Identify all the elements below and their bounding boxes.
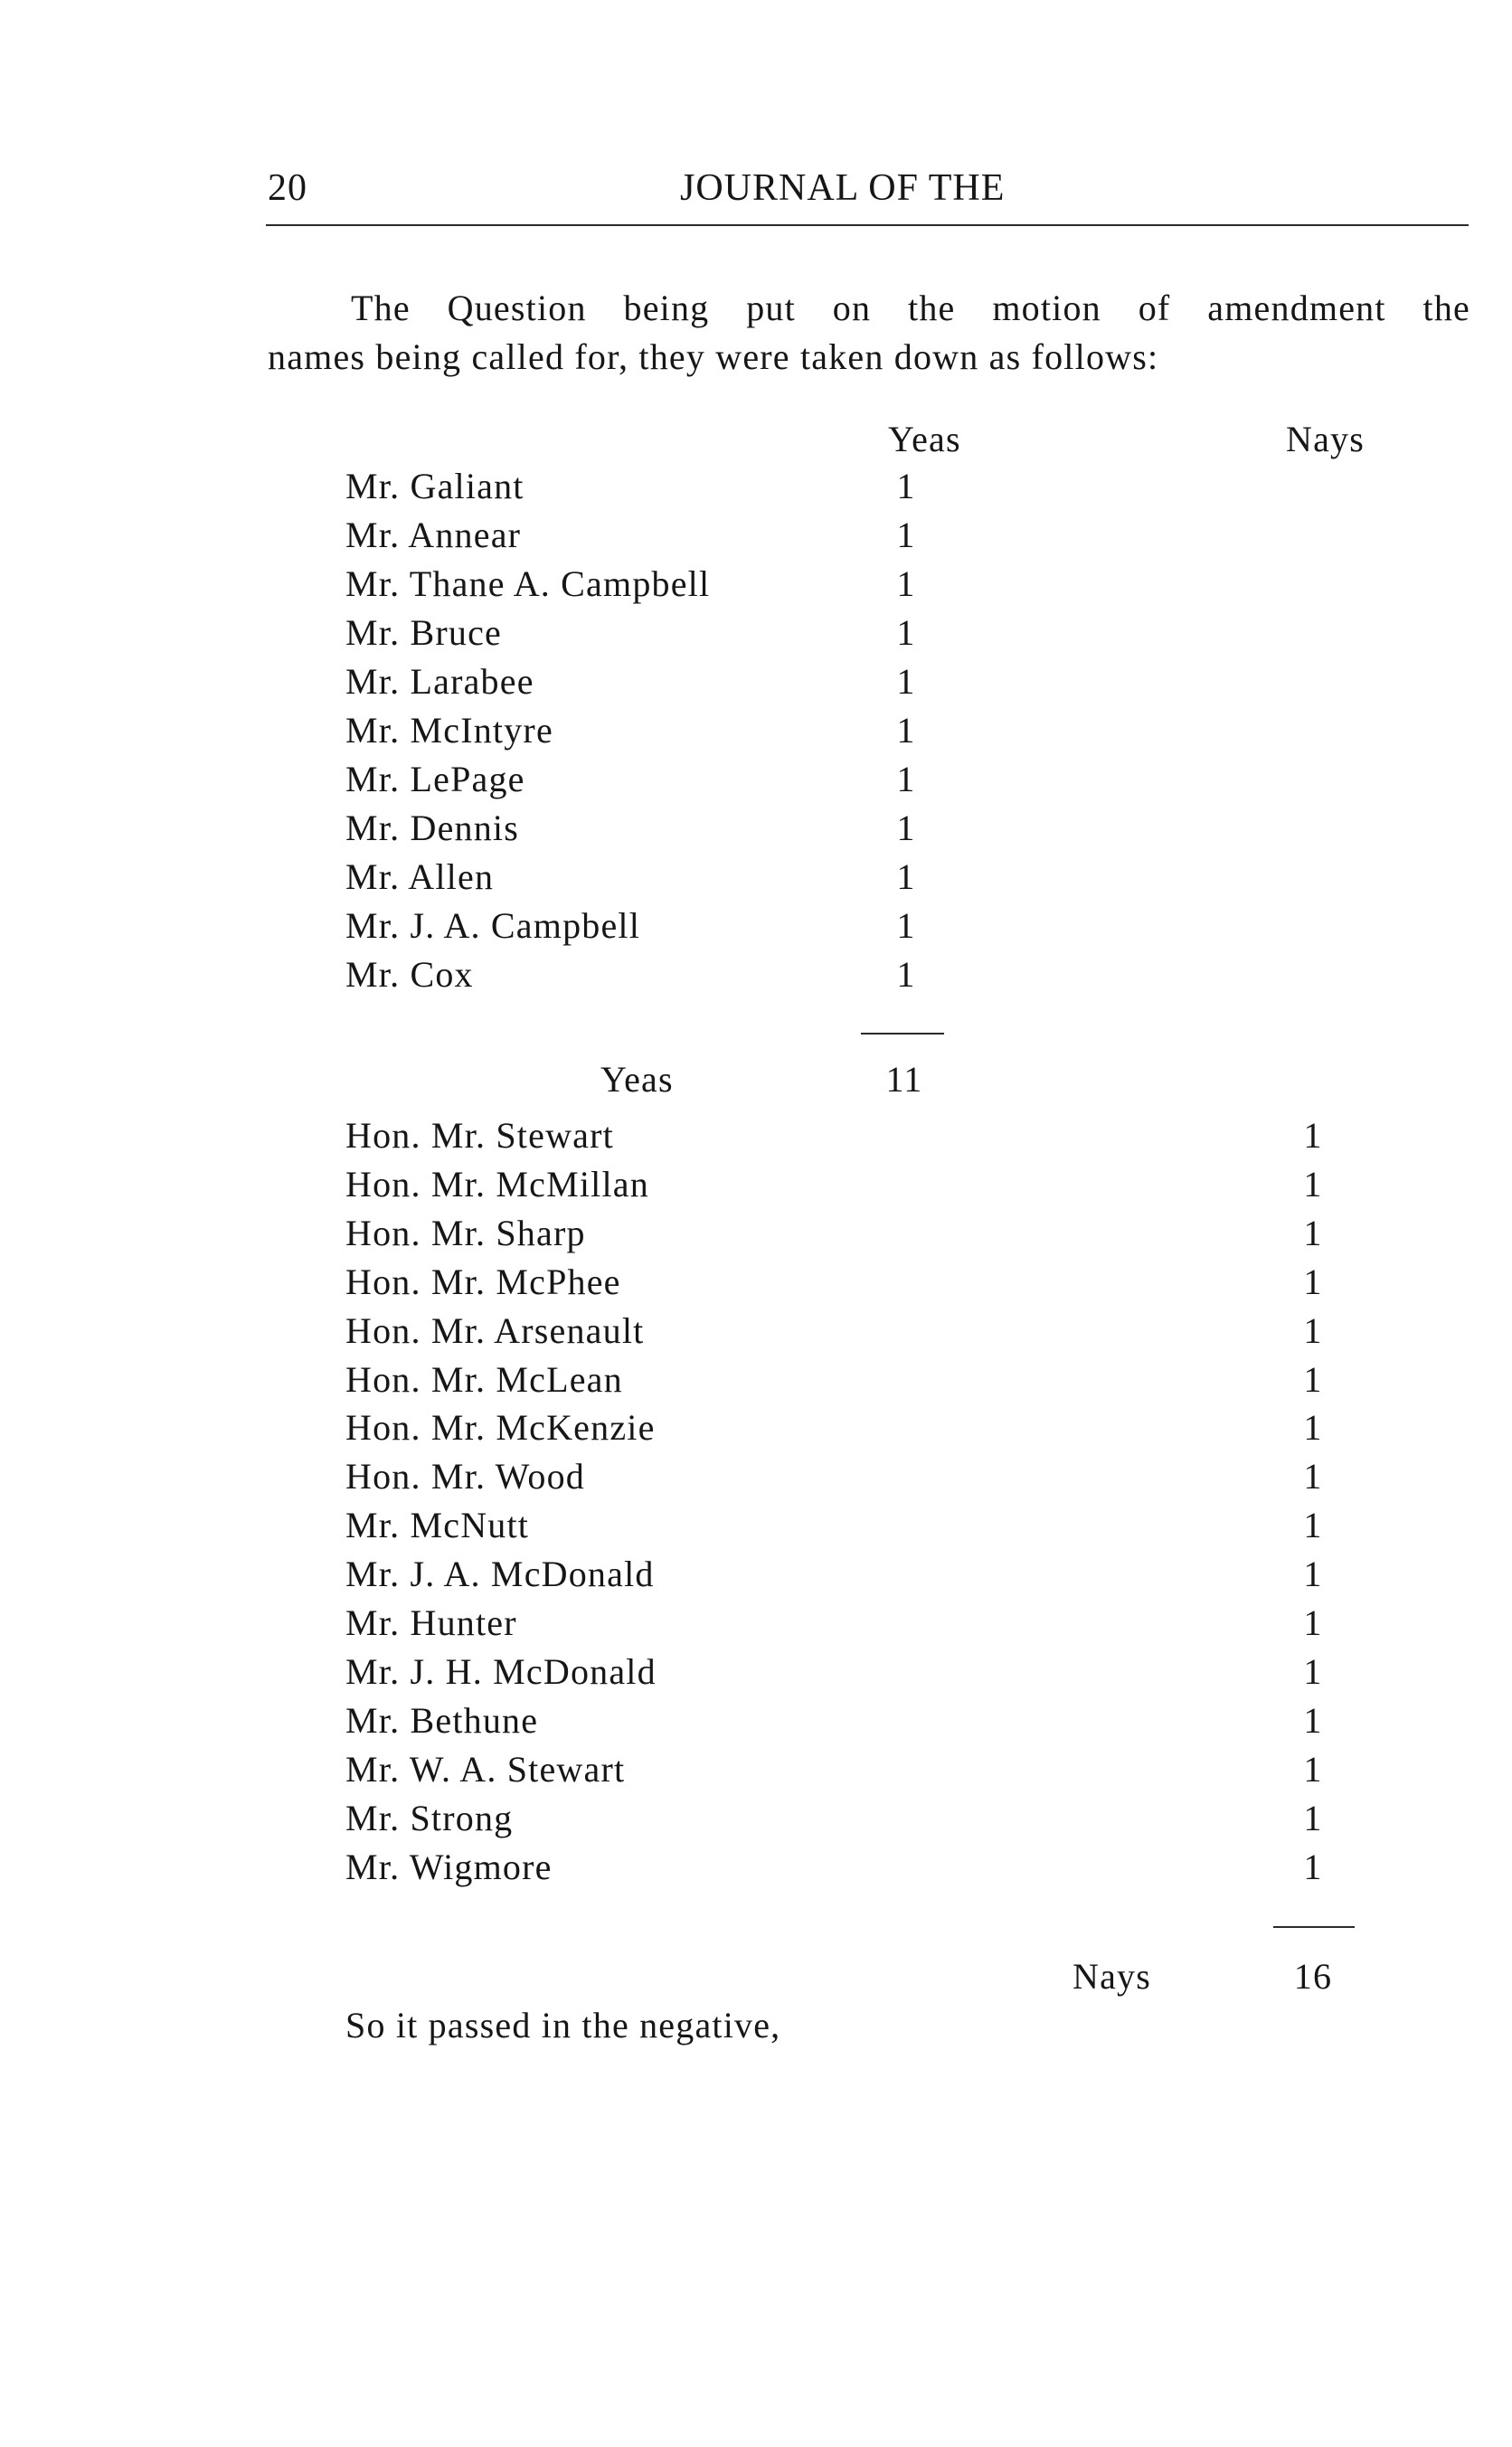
vote-count: 1: [1303, 1505, 1323, 1546]
vote-count: 1: [1303, 1212, 1323, 1253]
vote-count: 1: [896, 661, 916, 702]
vote-count: 1: [1303, 1309, 1323, 1351]
vote-count: 1: [1303, 1602, 1323, 1643]
member-name: Mr. McNutt: [345, 1505, 530, 1546]
member-name: Mr. J. A. McDonald: [345, 1554, 655, 1595]
nays-column-heading: Nays: [1286, 419, 1366, 459]
vote-count: 1: [896, 466, 916, 506]
vote-count: 1: [1303, 1797, 1323, 1838]
member-name: Hon. Mr. Sharp: [345, 1212, 586, 1253]
intro-paragraph: [268, 284, 1470, 382]
vote-count: 1: [896, 808, 916, 848]
vote-count: 1: [1303, 1554, 1323, 1595]
member-name: Mr. J. H. McDonald: [345, 1650, 657, 1692]
member-name: Mr. Allen: [345, 856, 495, 897]
vote-count: 1: [1303, 1407, 1323, 1449]
member-name: Hon. Mr. McLean: [345, 1358, 623, 1400]
intro-line-2: names being called for, they were taken down as follows:: [268, 336, 1159, 377]
vote-count: 1: [896, 710, 916, 751]
vote-count: 1: [896, 515, 916, 555]
member-name: Hon. Mr. McPhee: [345, 1261, 621, 1302]
yeas-total-rule: [861, 1033, 944, 1035]
vote-count: 1: [1303, 1358, 1323, 1400]
member-name: Mr. Strong: [345, 1797, 514, 1838]
member-name: Mr. Bethune: [345, 1699, 539, 1741]
vote-count: 1: [896, 612, 916, 653]
nays-total-rule: [1273, 1926, 1355, 1928]
member-name: Hon. Mr. Wood: [345, 1456, 585, 1497]
member-name: Mr. Annear: [345, 515, 522, 555]
member-name: Mr. J. A. Campbell: [345, 905, 641, 946]
vote-count: 1: [1303, 1261, 1323, 1302]
vote-count: 1: [896, 856, 916, 897]
member-name: Mr. Cox: [345, 954, 474, 995]
member-name: Mr. W. A. Stewart: [345, 1748, 626, 1790]
running-title: JOURNAL OF THE: [680, 167, 1006, 209]
vote-count: 1: [1303, 1748, 1323, 1790]
vote-count: 1: [1303, 1115, 1323, 1156]
member-name: Mr. Thane A. Campbell: [345, 563, 711, 604]
member-name: Mr. Galiant: [345, 466, 524, 506]
member-name: Mr. Hunter: [345, 1602, 517, 1643]
member-name: Hon. Mr. Stewart: [345, 1115, 614, 1156]
vote-count: 1: [896, 563, 916, 604]
vote-count: 1: [896, 954, 916, 995]
vote-count: 1: [1303, 1163, 1323, 1205]
intro-line-1: The Question being put on the motion of amendment the: [351, 288, 1470, 328]
nays-total-value: 16: [1293, 1956, 1333, 1997]
vote-count: 1: [1303, 1846, 1323, 1887]
vote-count: 1: [1303, 1650, 1323, 1692]
member-name: Mr. LePage: [345, 759, 525, 799]
vote-count: 1: [1303, 1456, 1323, 1497]
yeas-column-heading: Yeas: [888, 419, 961, 459]
conclusion-text: So it passed in the negative,: [345, 2005, 781, 2045]
page-number: 20: [268, 167, 307, 209]
member-name: Mr. McIntyre: [345, 710, 553, 751]
vote-count: 1: [1303, 1699, 1323, 1741]
header-rule: [266, 224, 1469, 226]
vote-count: 1: [896, 759, 916, 799]
yeas-total-value: 11: [885, 1059, 923, 1100]
member-name: Hon. Mr. McKenzie: [345, 1407, 656, 1449]
vote-count: 1: [896, 905, 916, 946]
member-name: Mr. Dennis: [345, 808, 519, 848]
member-name: Mr. Wigmore: [345, 1846, 553, 1887]
member-name: Hon. Mr. Arsenault: [345, 1309, 645, 1351]
member-name: Mr. Larabee: [345, 661, 534, 702]
yeas-total-label: Yeas: [600, 1059, 674, 1100]
nays-total-label: Nays: [1073, 1956, 1152, 1997]
member-name: Mr. Bruce: [345, 612, 502, 653]
member-name: Hon. Mr. McMillan: [345, 1163, 649, 1205]
